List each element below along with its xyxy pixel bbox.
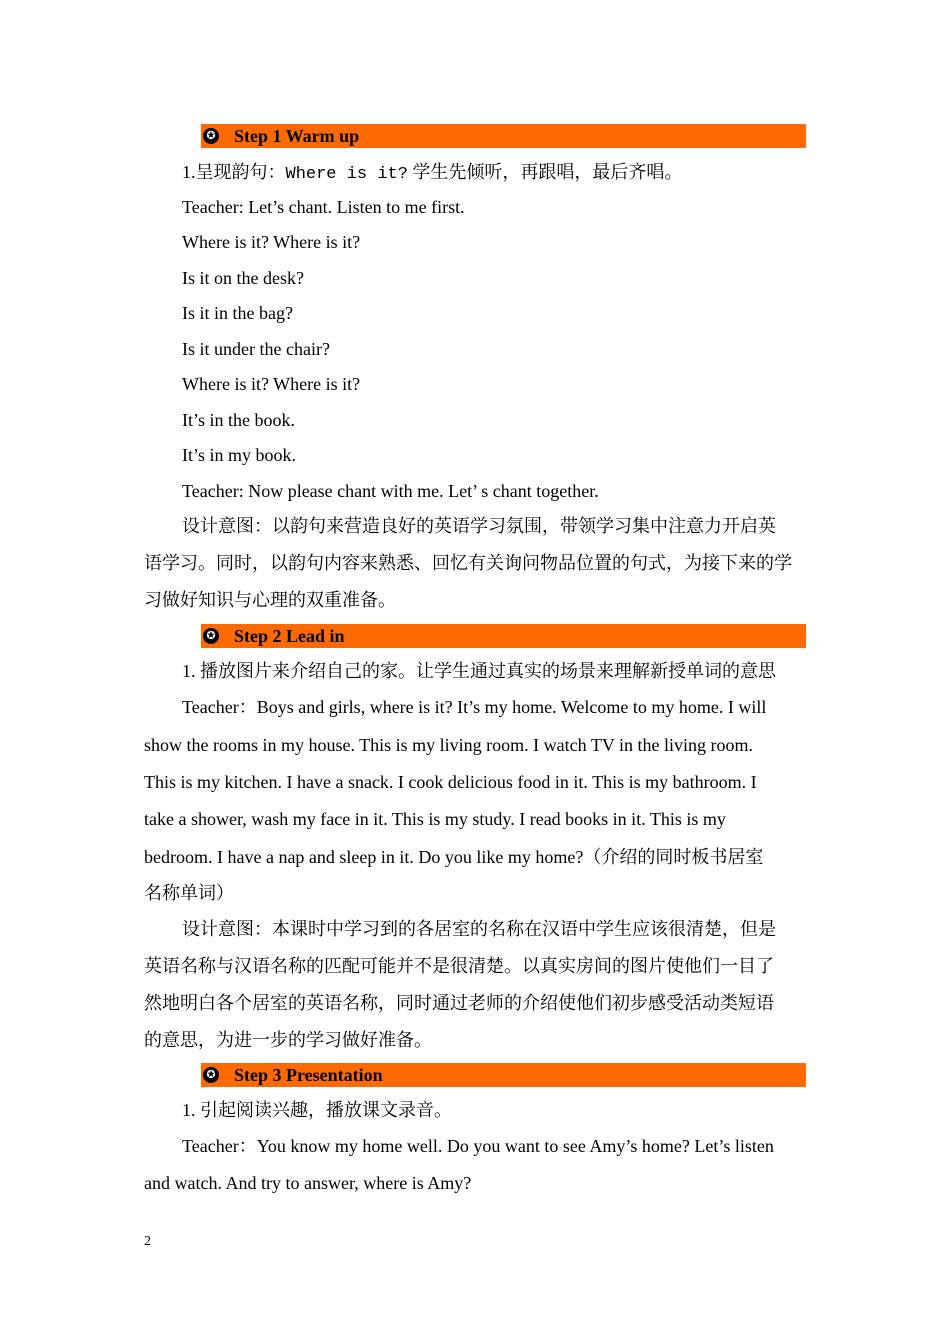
design-intent: 语学习。同时，以韵句内容来熟悉、回忆有关询问物品位置的句式，为接下来的学: [144, 553, 792, 573]
teacher-script: take a shower, wash my face in it. This is my study. I read books in it. This is my: [144, 809, 726, 829]
chant-line: Is it on the desk?: [182, 268, 304, 288]
step-1-instruction: [182, 160, 682, 187]
star-bullet-icon: ✪: [203, 628, 219, 644]
step-1-header: [201, 124, 806, 148]
teacher-script: This is my kitchen. I have a snack. I cook delicious food in it. This is my bathroom. I: [144, 772, 757, 792]
chant-line: Is it under the chair?: [182, 339, 330, 359]
design-intent: 习做好知识与心理的双重准备。: [144, 590, 396, 610]
design-intent: 设计意图：本课时中学习到的各居室的名称在汉语中学生应该很清楚，但是: [182, 919, 776, 939]
teacher-script: Teacher：Boys and girls, where is it? It’s my home. Welcome to my home. I will: [182, 697, 767, 717]
instruction-text: 学生先倾听，再跟唱，最后齐唱。: [407, 162, 683, 182]
teacher-script: bedroom. I have a nap and sleep in it. Do you like my home?（介绍的同时板书居室: [144, 847, 764, 867]
chant-line: Is it in the bag?: [182, 303, 293, 323]
teacher-script: 名称单词）: [144, 883, 234, 903]
teacher-script: and watch. And try to answer, where is Amy?: [144, 1173, 472, 1193]
star-bullet-icon: ✪: [203, 128, 219, 144]
design-intent: 的意思，为进一步的学习做好准备。: [144, 1030, 432, 1050]
chant-line: It’s in my book.: [182, 445, 297, 465]
step-3-instruction: 1. 引起阅读兴趣，播放课文录音。: [182, 1100, 452, 1120]
page-number: 2: [144, 1234, 151, 1249]
chant-title: Where is it?: [285, 165, 408, 184]
step-2-title: Step 2 Lead in: [234, 626, 345, 646]
design-intent: 英语名称与汉语名称的匹配可能并不是很清楚。以真实房间的图片使他们一目了: [144, 956, 774, 976]
step-3-title: Step 3 Presentation: [234, 1065, 383, 1085]
step-1-title: Step 1 Warm up: [234, 126, 360, 146]
step-2-header: [201, 624, 806, 648]
design-intent: 设计意图：以韵句来营造良好的英语学习氛围，带领学习集中注意力开启英: [182, 516, 776, 536]
chant-line: Where is it? Where is it?: [182, 374, 361, 394]
teacher-script: show the rooms in my house. This is my living room. I watch TV in the living room.: [144, 735, 753, 755]
chant-line: Where is it? Where is it?: [182, 232, 361, 252]
teacher-script: Teacher：You know my home well. Do you want to see Amy’s home? Let’s listen: [182, 1136, 774, 1156]
instruction-text: 1.呈现韵句：: [182, 162, 286, 182]
star-bullet-icon: ✪: [203, 1067, 219, 1083]
step-3-header: [201, 1063, 806, 1087]
design-intent: 然地明白各个居室的英语名称，同时通过老师的介绍使他们初步感受活动类短语: [144, 993, 774, 1013]
chant-line: It’s in the book.: [182, 410, 295, 430]
step-2-instruction: 1. 播放图片来介绍自己的家。让学生通过真实的场景来理解新授单词的意思: [182, 661, 776, 681]
chant-line: Teacher: Let’s chant. Listen to me first.: [182, 197, 465, 217]
chant-line: Teacher: Now please chant with me. Let’ s chant together.: [182, 481, 599, 501]
